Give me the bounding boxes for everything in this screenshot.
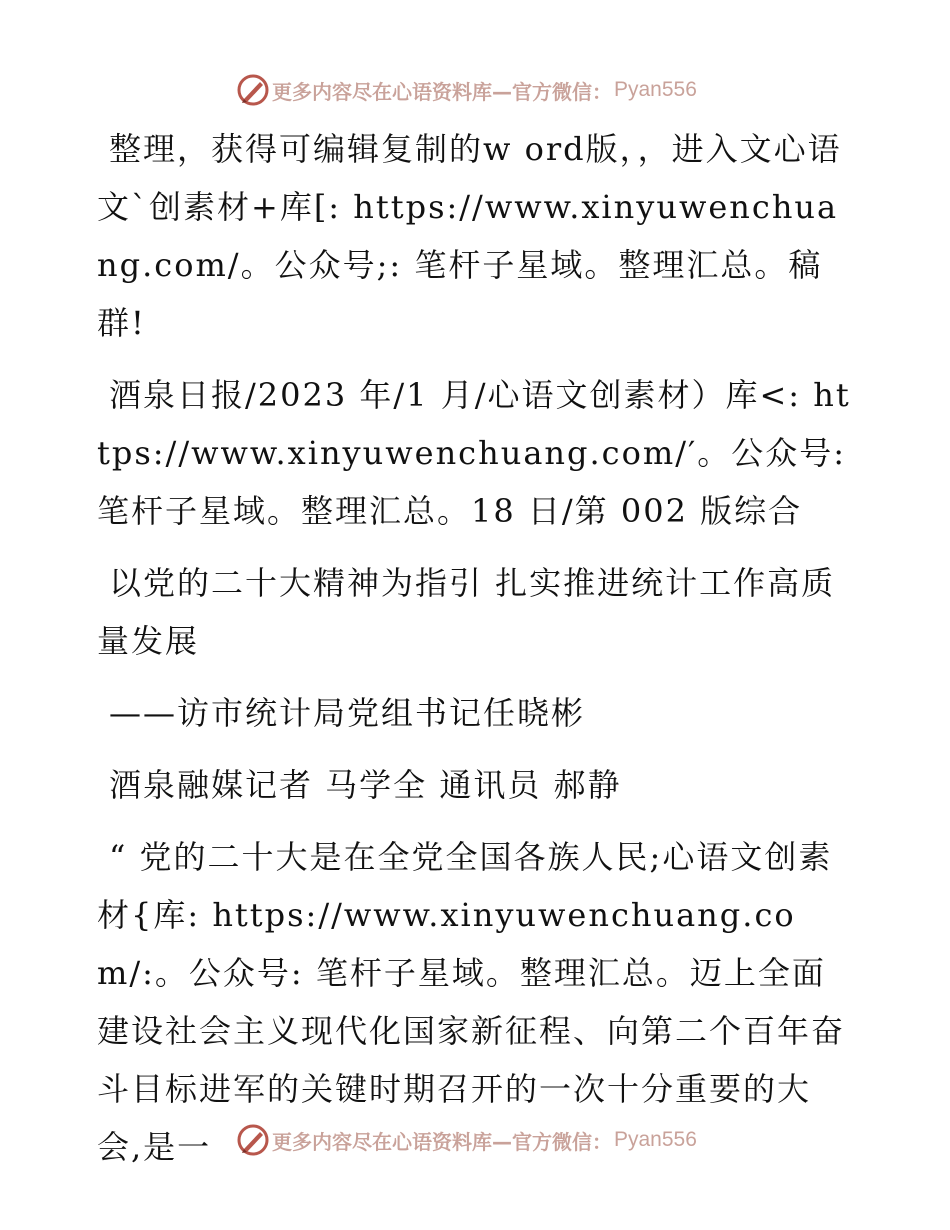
pen-logo-icon <box>236 1123 270 1157</box>
paragraph-source: 酒泉日报/2023 年/1 月/心语文创素材）库<: https://www.xinyuwenchuang.com/′。公众号: 笔杆子星域。整理汇总。18 日/第 002 版综合 <box>97 376 851 530</box>
article-body <box>97 120 857 1190</box>
paragraph-body: “ 党的二十大是在全党全国各族人民;心语文创素材{库: https://www.xinyuwenchuang.com/:。公众号: 笔杆子星域。整理汇总。迈上全面建设社会主义现代化国家新征程、向第二个百年奋斗目标进军的关键时期召开的一次十分重要的大会,是一 <box>97 838 846 1166</box>
paragraph-notice: 整理，获得可编辑复制的w ord版，，进入文心语文`创素材+库[: https://www.xinyuwenchuang.com/。公众号;: 笔杆子星域。整理汇总。稿群! <box>97 130 842 342</box>
header-brand-text: 更多内容尽在心语资料库—官方微信： <box>272 79 612 104</box>
article-byline: 酒泉融媒记者 马学全 通讯员 郝静 <box>109 766 622 804</box>
article-subtitle: ——访市统计局党组书记任晓彬 <box>109 694 586 732</box>
pen-logo-icon <box>236 73 270 107</box>
footer-banner <box>236 1122 716 1158</box>
header-banner <box>236 72 716 108</box>
article-title: 以党的二十大精神为指引 扎实推进统计工作高质量发展 <box>97 564 836 660</box>
header-wechat-id: Pyan556 <box>614 78 697 101</box>
footer-wechat-id: Pyan556 <box>614 1128 697 1151</box>
footer-brand-text: 更多内容尽在心语资料库—官方微信： <box>272 1129 612 1154</box>
